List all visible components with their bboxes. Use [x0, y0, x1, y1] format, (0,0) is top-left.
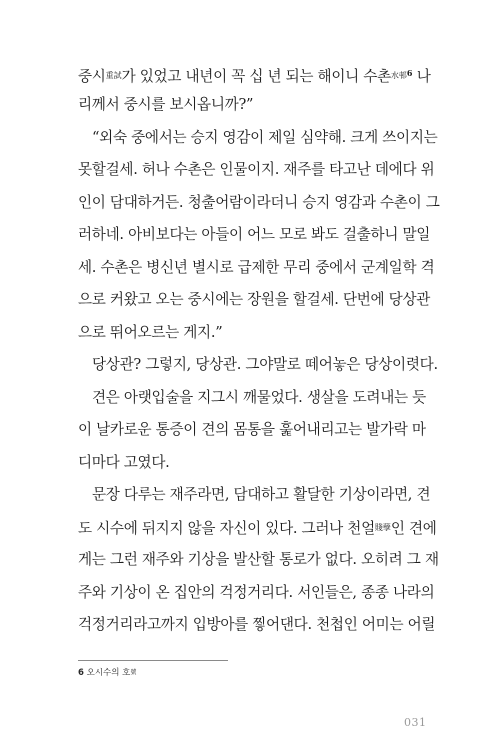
body-line-3 — [92, 128, 438, 148]
text-segment: 으로 커왔고 오는 중시에는 장원을 할걸세. 단번에 당상관 — [78, 291, 431, 308]
text-segment: 디마다 고였다. — [78, 454, 170, 471]
body-line-14 — [92, 485, 438, 505]
body-line-13 — [78, 453, 438, 473]
text-segment: 중시 — [78, 68, 106, 85]
body-line-15 — [78, 518, 438, 539]
text-segment: 이 날카로운 통증이 견의 몸통을 훑어내리고는 발가락 마 — [78, 421, 426, 438]
footnote-marker[interactable]: 6 — [406, 68, 413, 78]
text-segment: 인이 담대하거든. 청출어람이라더니 승지 영감과 수촌이 그 — [78, 194, 440, 211]
footnote-hanja: 號 — [130, 669, 137, 676]
text-segment: 견은 아랫입술을 지그시 깨물었다. 생살을 도려내는 듯 — [92, 389, 426, 406]
body-line-7 — [78, 258, 438, 278]
hanja-annotation: 重試 — [105, 71, 122, 80]
text-segment: 세. 수촌은 병신년 별시로 급제한 무리 중에서 군계일학 격 — [78, 259, 435, 276]
text-segment: 으로 뛰어오르는 게지.” — [78, 324, 223, 341]
text-segment: 리께서 중시를 보시옵니까?” — [78, 96, 254, 113]
footnote — [78, 667, 136, 679]
footnote-text: 오시수의 호 — [86, 668, 131, 678]
body-line-8 — [78, 290, 438, 310]
body-line-10 — [92, 355, 438, 375]
footnote-number: 6 — [78, 668, 84, 678]
body-line-4 — [78, 160, 438, 180]
text-segment: 러하네. 아비보다는 아들이 어느 모로 봐도 걸출하니 말일 — [78, 226, 431, 243]
text-segment: 문장 다루는 재주라면, 담대하고 활달한 기상이라면, 견 — [92, 486, 431, 503]
footnote-divider — [78, 660, 228, 661]
text-segment: 주와 기상이 온 집안의 걱정거리다. 서인들은, 종종 나라의 — [78, 584, 435, 601]
body-line-11 — [92, 388, 438, 408]
hanja-annotation: 水邨 — [390, 71, 407, 80]
body-line-6 — [78, 225, 438, 245]
page-number: 031 — [404, 716, 427, 729]
body-line-17 — [78, 583, 438, 603]
body-line-9 — [78, 323, 438, 343]
body-line-2 — [78, 95, 438, 115]
text-segment: 도 시수에 뒤지지 않을 자신이 있다. 그러나 천얼 — [78, 520, 375, 537]
text-segment: “외숙 중에서는 승지 영감이 제일 심약해. 크게 쓰이지는 — [92, 129, 438, 146]
text-segment: 인 견에 — [390, 520, 437, 537]
body-line-1 — [78, 63, 438, 87]
text-segment: 당상관? 그렇지, 당상관. 그야말로 떼어놓은 당상이렷다. — [92, 356, 438, 373]
body-line-5 — [78, 193, 438, 213]
hanja-annotation: 賤孽 — [374, 523, 391, 532]
text-segment: 나 — [412, 68, 431, 85]
text-segment: 가 있었고 내년이 꼭 십 년 되는 해이니 수촌 — [121, 68, 391, 85]
body-line-16 — [78, 550, 438, 570]
text-segment: 못할걸세. 허나 수촌은 인물이지. 재주를 타고난 데에다 위 — [78, 161, 435, 178]
body-line-18 — [78, 615, 438, 635]
text-segment: 걱정거리라고까지 입방아를 찧어댄다. 천첩인 어미는 어릴 — [78, 616, 436, 633]
body-line-12 — [78, 420, 438, 440]
text-segment: 게는 그런 재주와 기상을 발산할 통로가 없다. 오히려 그 재 — [78, 551, 439, 568]
